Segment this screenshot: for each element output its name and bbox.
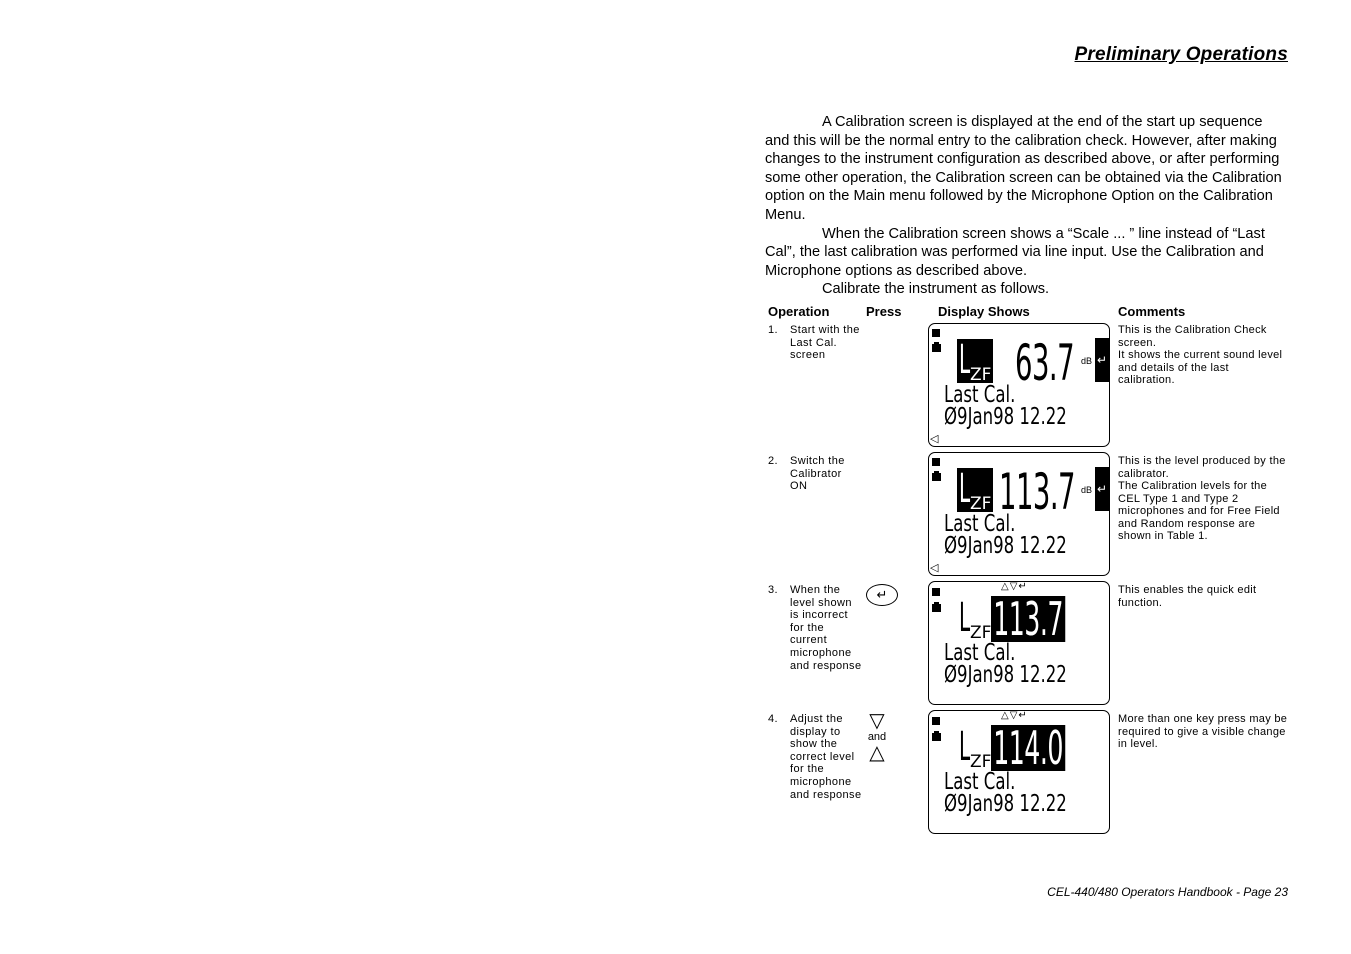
last-cal-date: Ø9Jan98 12.22 (944, 404, 1067, 430)
comment-3: This enables the quick edit function. (1118, 584, 1257, 609)
last-cal-date: Ø9Jan98 12.22 (944, 533, 1067, 559)
enter-icon: ↵ (1095, 338, 1109, 382)
operation-step-1 (768, 324, 862, 362)
header-press: Press (866, 304, 902, 319)
level-indicator: L ZF (959, 337, 992, 385)
mode-square-icon (932, 588, 940, 596)
level-reading: 114.0 (991, 725, 1065, 771)
last-cal-label: Last Cal. (944, 382, 1016, 408)
header-comments: Comments (1118, 304, 1186, 319)
arrow-keys (864, 711, 890, 763)
lcd-display-1 (928, 323, 1110, 447)
header-operation: Operation (768, 304, 830, 319)
intro-text (765, 113, 1285, 299)
level-indicator: L ZF (959, 466, 992, 514)
page-title: Preliminary Operations (1074, 44, 1288, 65)
intro-paragraph: Calibrate the instrument as follows. (822, 281, 1050, 298)
operation-step-2 (768, 455, 862, 493)
last-cal-label: Last Cal. (944, 640, 1016, 666)
last-cal-date: Ø9Jan98 12.22 (944, 791, 1067, 817)
level-reading: 63.7 (1015, 334, 1075, 392)
battery-icon (932, 733, 941, 741)
step-text: Start with the Last Cal. screen (790, 324, 860, 362)
level-reading: 113.7 (991, 596, 1065, 642)
header-display: Display Shows (938, 304, 1030, 319)
level-indicator: L ZF (959, 724, 992, 772)
unit-label: dB (1079, 614, 1091, 624)
comment-2: This is the level produced by the calibrator. The Calibration levels for the CEL Type 1 and Type 2 microphones and for Free Field and Random response are shown in Table 1. (1118, 455, 1286, 542)
lcd-display-2 (928, 452, 1110, 576)
step-text: Adjust the display to show the correct level for the microphone and response (790, 713, 862, 801)
intro-paragraph: When the Calibration screen shows a “Scale ... ” line instead of “Last Cal”, the last calibration was performed via line input. Use the Calibration and Microphone options as described above. (765, 225, 1265, 279)
step-number: 4. (768, 713, 778, 725)
level-indicator: L ZF (959, 595, 992, 643)
comment-1: This is the Calibration Check screen. It shows the current sound level and details of the last calibration. (1118, 324, 1283, 386)
step-text: Switch the Calibrator ON (790, 455, 845, 493)
step-number: 2. (768, 455, 778, 467)
left-arrow-icon: ◁ (930, 433, 939, 445)
operation-step-3 (768, 584, 862, 672)
level-reading: 113.7 (999, 463, 1075, 521)
operation-step-4 (768, 713, 862, 801)
enter-icon: ↵ (1095, 467, 1109, 511)
page-footer: CEL-440/480 Operators Handbook - Page 23 (1047, 885, 1288, 899)
mode-square-icon (932, 458, 940, 466)
unit-label: dB (1079, 743, 1091, 753)
edit-keys-indicator: △▽↵ (1001, 581, 1028, 592)
enter-key-button[interactable]: ↵ (866, 584, 898, 606)
unit-label: dB (1081, 356, 1093, 366)
edit-keys-indicator: △▽↵ (1001, 710, 1028, 721)
step-text: When the level shown is incorrect for the current microphone and response (790, 584, 862, 672)
step-number: 1. (768, 324, 778, 336)
battery-icon (932, 604, 941, 612)
last-cal-label: Last Cal. (944, 769, 1016, 795)
mode-square-icon (932, 717, 940, 725)
and-label: and (867, 731, 887, 743)
last-cal-label: Last Cal. (944, 511, 1016, 537)
step-number: 3. (768, 584, 778, 596)
up-arrow-key-icon[interactable]: △ (869, 742, 885, 764)
lcd-display-3 (928, 581, 1110, 705)
battery-icon (932, 344, 941, 352)
last-cal-date: Ø9Jan98 12.22 (944, 662, 1067, 688)
down-arrow-key-icon[interactable]: ▽ (869, 710, 885, 732)
lcd-display-4 (928, 710, 1110, 834)
battery-icon (932, 473, 941, 481)
comment-4: More than one key press may be required to give a visible change in level. (1118, 713, 1288, 750)
intro-paragraph: A Calibration screen is displayed at the end of the start up sequence and this will be the normal entry to the calibration check. However, after making changes to the instrument configuration as described above, or after performing some other operation, the Calibration screen can be obtained via the Calibration option on the Main menu followed by the Microphone Option on the Calibration Menu. (765, 114, 1282, 223)
left-arrow-icon: ◁ (930, 562, 939, 574)
unit-label: dB (1081, 485, 1093, 495)
mode-square-icon (932, 329, 940, 337)
